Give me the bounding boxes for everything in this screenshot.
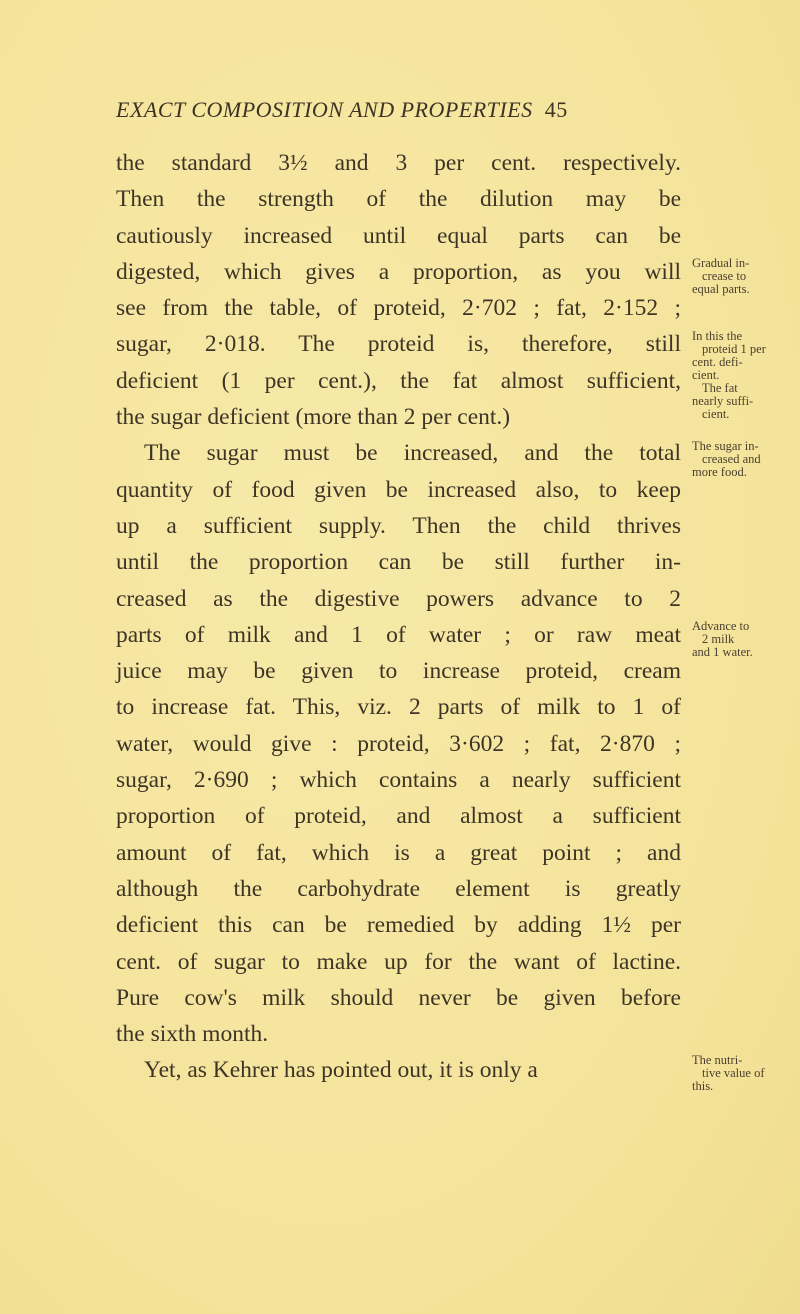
text-line: cent. of sugar to make up for the want of lactine.	[116, 948, 681, 975]
text-line: juice may be given to increase proteid, cream	[116, 658, 681, 685]
note-line: Gradual in-	[692, 256, 750, 270]
text-line: to increase fat. This, viz. 2 parts of milk to 1 of	[116, 694, 681, 721]
text-line: The sugar must be increased, and the total	[144, 440, 681, 467]
margin-note-sugar-increased	[692, 440, 800, 479]
header-title: EXACT COMPOSITION AND PROPERTIES	[116, 97, 533, 122]
text-line: proportion of proteid, and almost a sufficient	[116, 803, 681, 830]
body-text	[116, 145, 681, 1089]
text-line: Pure cow's milk should never be given before	[116, 984, 681, 1011]
note-line: cient.	[702, 407, 730, 421]
margin-note-gradual-increase	[692, 257, 800, 296]
note-line: nearly suffi-	[692, 394, 754, 408]
text-line: the sugar deficient (more than 2 per cent.)	[116, 404, 511, 431]
text-line: deficient this can be remedied by adding 1½ per	[116, 912, 681, 939]
note-line: The nutri-	[692, 1053, 743, 1067]
text-line: deficient (1 per cent.), the fat almost sufficient,	[116, 367, 681, 394]
text-line: up a sufficient supply. Then the child thrives	[116, 512, 681, 539]
note-line: Advance to	[692, 619, 750, 633]
note-line: creased and	[702, 452, 761, 466]
note-line: The sugar in-	[692, 439, 759, 453]
margin-note-nutritive-value	[692, 1054, 800, 1093]
text-line: cautiously increased until equal parts can be	[116, 222, 681, 249]
note-line: The fat	[702, 381, 738, 395]
text-line: parts of milk and 1 of water ; or raw meat	[116, 621, 681, 648]
text-line: until the proportion can be still further in-	[116, 549, 681, 576]
margin-note-advance-milk	[692, 620, 800, 659]
note-line: cient.	[692, 368, 720, 382]
note-line: proteid 1 per	[702, 342, 766, 356]
text-line: amount of fat, which is a great point ; and	[116, 839, 681, 866]
text-line: Yet, as Kehrer has pointed out, it is only a	[144, 1057, 538, 1084]
margin-note-proteid-deficient	[692, 330, 800, 421]
text-line: see from the table, of proteid, 2·702 ; fat, 2·152 ;	[116, 295, 681, 322]
note-line: and 1 water.	[692, 645, 753, 659]
note-line: cent. defi-	[692, 355, 743, 369]
text-line: quantity of food given be increased also, to keep	[116, 476, 681, 503]
page-number: 45	[544, 97, 568, 122]
note-line: more food.	[692, 465, 747, 479]
text-line: digested, which gives a proportion, as you will	[116, 258, 681, 285]
text-line: sugar, 2·018. The proteid is, therefore, still	[116, 331, 681, 358]
note-line: this.	[692, 1079, 714, 1093]
text-line: the sixth month.	[116, 1021, 269, 1048]
text-line: creased as the digestive powers advance to 2	[116, 585, 681, 612]
running-header	[116, 97, 676, 123]
text-line: sugar, 2·690 ; which contains a nearly sufficient	[116, 767, 681, 794]
text-line: although the carbohydrate element is greatly	[116, 875, 681, 902]
note-line: 2 milk	[702, 632, 735, 646]
note-line: crease to	[702, 269, 747, 283]
text-line: Then the strength of the dilution may be	[116, 186, 681, 213]
text-line: the standard 3½ and 3 per cent. respectively.	[116, 150, 681, 176]
note-line: equal parts.	[692, 282, 750, 296]
note-line: tive value of	[702, 1066, 765, 1080]
note-line: In this the	[692, 329, 742, 343]
text-line: water, would give : proteid, 3·602 ; fat, 2·870 ;	[116, 730, 681, 757]
